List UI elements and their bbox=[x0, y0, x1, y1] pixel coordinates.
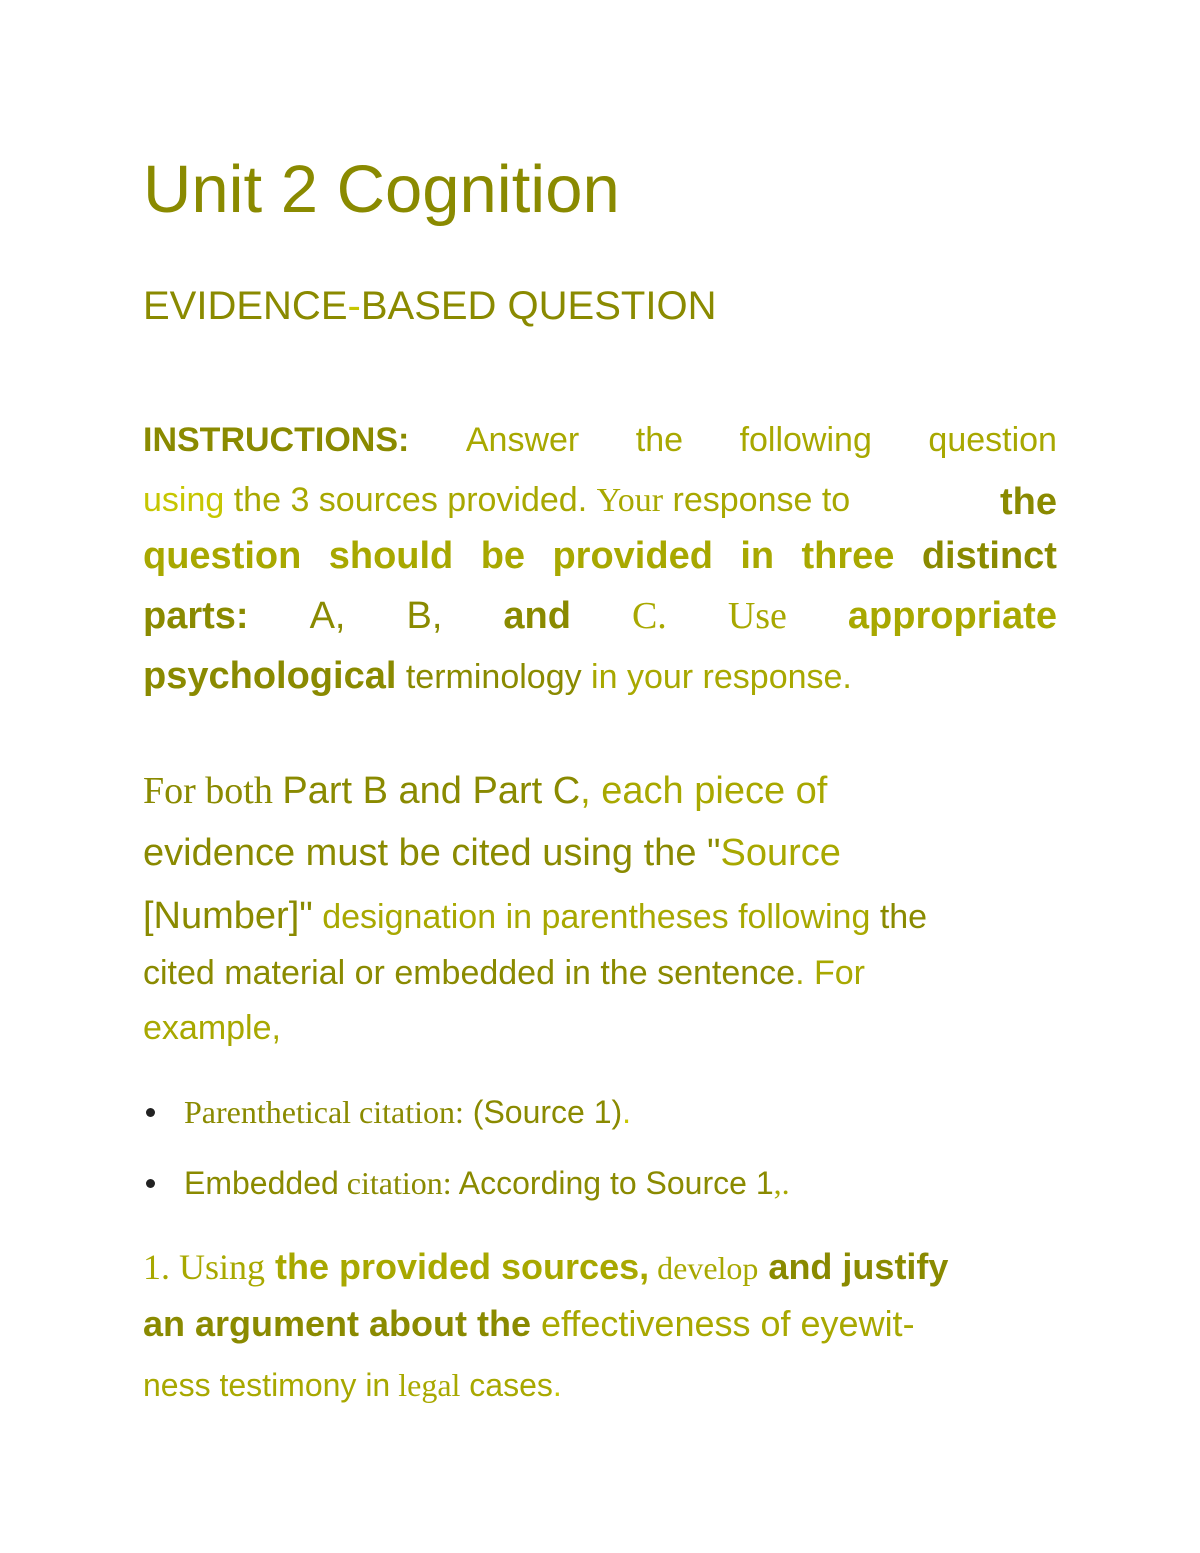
example-label: citation: bbox=[338, 1165, 452, 1201]
instr-word: in bbox=[740, 535, 775, 577]
subtitle-part1: EVIDENCE bbox=[143, 284, 348, 328]
instr-text: terminology bbox=[396, 658, 582, 696]
instr-word: be bbox=[480, 535, 526, 577]
bullet-icon bbox=[146, 1179, 155, 1188]
instr-word: Answer bbox=[465, 421, 580, 459]
instructions-line-1 bbox=[143, 420, 1057, 460]
citation-line-4 bbox=[143, 952, 865, 994]
citation-text: Part B and Part C bbox=[282, 770, 581, 812]
citation-line-1 bbox=[143, 768, 827, 814]
question-text: effectiveness of eyewit- bbox=[531, 1303, 915, 1344]
list-item bbox=[143, 1092, 790, 1132]
question-text: ness testimony in bbox=[143, 1367, 391, 1403]
instr-word: distinct bbox=[921, 535, 1057, 577]
instr-text: response to bbox=[663, 481, 851, 519]
instr-word: should bbox=[328, 535, 454, 577]
bullet-icon bbox=[146, 1108, 155, 1117]
instr-word: following bbox=[739, 421, 872, 459]
question-text: 1. Using bbox=[143, 1247, 266, 1287]
example-label: Embedded bbox=[184, 1165, 339, 1201]
citation-text: the bbox=[870, 898, 928, 936]
instr-text: psychological bbox=[143, 655, 397, 697]
example-label: Parenthetical citation: bbox=[184, 1094, 464, 1130]
question-text: an argument about the bbox=[143, 1303, 532, 1344]
question-line-2 bbox=[143, 1302, 915, 1346]
question-line-1 bbox=[143, 1245, 948, 1289]
instr-text: using bbox=[143, 481, 225, 519]
example-list bbox=[143, 1092, 790, 1203]
instr-word: three bbox=[801, 535, 895, 577]
citation-text: [Number]" bbox=[143, 895, 313, 937]
citation-text: cited material or embedded in the sentence bbox=[143, 954, 796, 992]
question-text: develop bbox=[649, 1250, 759, 1286]
instr-word: and bbox=[503, 595, 571, 637]
subtitle-part2: BASED QUESTION bbox=[360, 284, 717, 328]
instr-word: appropriate bbox=[847, 595, 1057, 637]
citation-text: designation in parentheses following bbox=[312, 898, 871, 936]
example-end: ,. bbox=[773, 1165, 790, 1201]
instr-word: B, bbox=[406, 595, 443, 637]
citation-line-2 bbox=[143, 830, 841, 876]
instr-word: C. bbox=[631, 595, 667, 637]
list-item bbox=[143, 1163, 790, 1203]
citation-line-3 bbox=[143, 893, 927, 939]
instructions-line-4 bbox=[143, 594, 1057, 638]
instructions-line-5 bbox=[143, 654, 852, 698]
instr-word: the bbox=[635, 421, 684, 459]
instructions-label: INSTRUCTIONS: bbox=[143, 421, 410, 459]
example-end: . bbox=[622, 1094, 632, 1130]
question-text: cases bbox=[460, 1367, 553, 1403]
instr-text: Your bbox=[596, 482, 664, 519]
question-text: . bbox=[552, 1367, 562, 1403]
question-text: legal bbox=[390, 1367, 461, 1403]
instructions-line-2 bbox=[143, 480, 1057, 524]
citation-text: Source bbox=[720, 832, 841, 874]
instr-word: question bbox=[928, 421, 1057, 459]
instr-word: A, bbox=[309, 595, 346, 637]
instructions-line-3 bbox=[143, 534, 1057, 578]
citation-text: , each piece of bbox=[580, 770, 828, 812]
citation-text: For both bbox=[143, 770, 283, 812]
citation-text: evidence must be cited using the " bbox=[143, 832, 721, 874]
instr-word: question bbox=[143, 535, 302, 577]
subtitle-dash: - bbox=[347, 284, 361, 328]
instr-text: the bbox=[1000, 481, 1057, 523]
instr-word: parts: bbox=[143, 595, 249, 637]
instr-text: the 3 sources provided. bbox=[224, 481, 597, 519]
example-value: According to Source 1 bbox=[451, 1165, 774, 1201]
question-line-3 bbox=[143, 1365, 562, 1405]
question-text: and justify bbox=[758, 1246, 949, 1287]
instr-word: Use bbox=[727, 595, 787, 637]
subtitle bbox=[143, 282, 716, 330]
page-title: Unit 2 Cognition bbox=[143, 152, 620, 227]
instr-word: provided bbox=[552, 535, 713, 577]
citation-text: . For bbox=[795, 954, 865, 992]
instr-text: in your response. bbox=[581, 658, 852, 696]
citation-line-5: example, bbox=[143, 1009, 281, 1047]
example-value: (Source 1) bbox=[463, 1094, 623, 1130]
question-text: the provided sources, bbox=[265, 1246, 650, 1287]
